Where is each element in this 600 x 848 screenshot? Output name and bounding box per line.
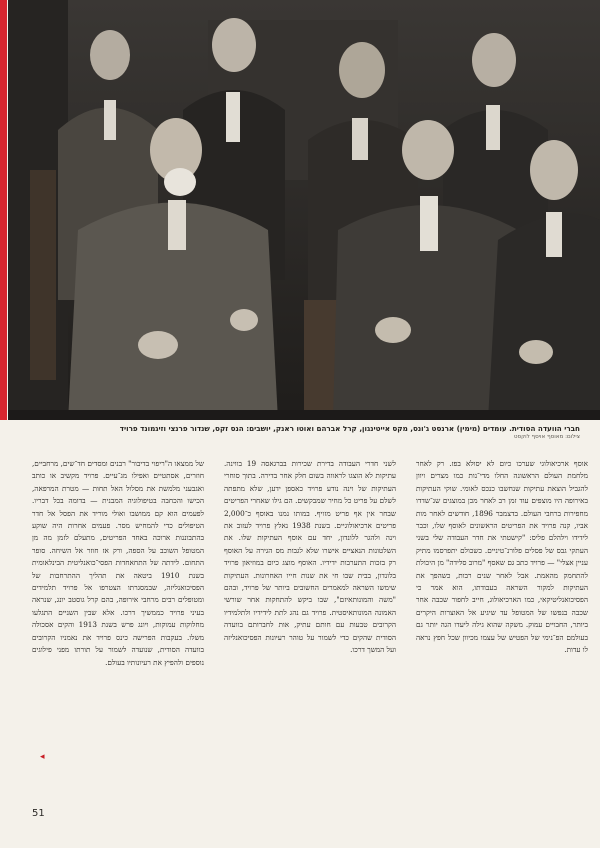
red-margin-bar xyxy=(0,0,7,420)
text-column-right xyxy=(416,458,588,803)
group-photograph xyxy=(8,0,600,420)
caption-credit: צילום: מאוסף אויסף לוקסט xyxy=(513,434,580,440)
page-number: 51 xyxy=(32,808,45,819)
text-column-middle xyxy=(224,458,396,803)
column-right-text: אוסף ארכיאולוגי שערכו כיום לא יסולא בפז. רק לאחר מלחמת העולם הראשונה החלו מדי־נות כמו מצרים ויוון להגביל הוצאת עתיקות שנחשבו כנכס לאומי. שוקי העתיקות באירופה היו מוצפים עוד זמן רב לאחר מכן במוצגים שנ־שדדו מחפירות ברחבי העולם. בדצמבר 1896, חודשים לאחר מות אביו, קנה פרויד את הפריטים הראשונים לאוסף שלו, וכבר לידידו וילהלם פליס: "קישטתי את חדר העבודה שלי בשני העתקי גבס של פסלים פלורנ־טיניים. כשכולם יתפרסמו מתיק עניין אצלי" — פרויד כתב גם שאסף "מרוב סלידה" מן היכולת להתחמק מהאמת. אבל לאחר שנים רבות, כשהפך את העתיקות למקור השראה בעבודתו, הוא אמר כי הפסיכואנליטיקאי, כמו הארכיאולוג, חייב לחפור שכבה אחר שכבה בנפשו של המטופל עד שיגיע אל האוצרות היקרים ביותר, החבויים עמוק. משקה שהוא גילה ליעדו הגה יותר גם בעולמם הפ־נימי של הפטיש של עצמו מכיוון שכל חפץ נראה לו עדות. xyxy=(416,459,588,655)
text-column-left xyxy=(32,458,204,803)
caption-text: חברי הוועדה הסודית. עומדים (מימין) ארנסט ג'ונס, מקס אייטינגון, קרל אברהם ואוטו ראנק, יושבים: הנס זקס, שנדור פרנצי וזיגמונד פרויד xyxy=(119,424,580,433)
column-left-text: של ממצאו ה"ריפוי בדיבור" רבנים ומסדים חד־שים, מרחביים, חוזרים, אסתטיים ואפילו מג־עיים. פרויד מקשיב או כותב ואגבעני מלמשת את מסלול האל תחות — מטרת המרפאה, הכישו והכחבה בטיפולוגיה המבנית — בדומה בכל דבריו. לפעמים הוא קם ממושבו ואולי מוריד את הפסל אל חדר הטיפולים כדי להמחיש מסר. פעמים אחרות היה שוקע בהתבוננות ארוכה באחד הפריטים, מתעלם לזמן מה מן המטופל השוכב על הספה, ורק אז חוזר אל השיחה. סופר התחום. לידתה של התחאחדות הפסי־כואנליטית הבינלאומית בשנת 1910 ביטאה את תהליך ההתרחבות של הפסיכואנליזה, שבמסגרתו הצטרפו אל פרויד תלמידים ומטופלים רבים מרחבי אירופה, בהם קרל גוסטב יונג, שנראה בעיני פרויד כממשיך דרכו. אלא שבין השניים התגלעו מחלוקות עמוקות, ויונג פרש בשנת 1913 והקים אסכולה משלו. בעקבות הפרישה כינס פרויד את נאמניו הקרובים בוועדה הסודית, שנועדה לשמור על תורתו מפני פילוגים נוספים ולהפיץ את רעיונותיו בעולם. xyxy=(32,459,204,667)
photo-caption xyxy=(20,424,580,442)
column-middle-text: לשני חדרי העבודה בדירת שכירות בברגאסה 19 בווינה. עתיקות לא הוצגו לראווה בשום חלק אחר בדירה. בתוך סוחרי העתיקות של וינה נודע פרויד כאספן ידען, שלא מתפתה לשלם על פריט כל מחיר שמבקשים. הם גילו שאחרי הפריטים שבחר אין אף פריט מזויף. במותו נמנו באוסף כ־2,000 פריטים ארכיאולוגיים. בשנת 1938 נאלץ פרויד לעזוב את וינה ולהגר ללונדון, יחד עם אוסף העתיקות שלו. את השלטונות הנאציים אישרו שלא לגבות מס הגירה על האוסף רק בזכות התערבות ידידיו. האוסף מוצג כיום במוזיאון פרויד בלונדון, בבית שבו חי את שנות חייו האחרונות. העתיקות שימשו השראה למאמרים החשובים ביותר של פרויד, ובהם "משה והמונותאיזם", שבו ביקש להתחקות אחר שורשי האמונה המונותאיסטית. פרויד גם נהג לתת לידידיו ולתלמידיו הקרובים טבעות עם חותם עתיק, אות לחברותם בוועדה הסודית שהקים כדי לשמור על טוהר רעיונות הפסיכואנליזה ועל המשך דרכו. xyxy=(224,459,396,655)
end-of-article-mark: ◂ xyxy=(40,752,45,762)
